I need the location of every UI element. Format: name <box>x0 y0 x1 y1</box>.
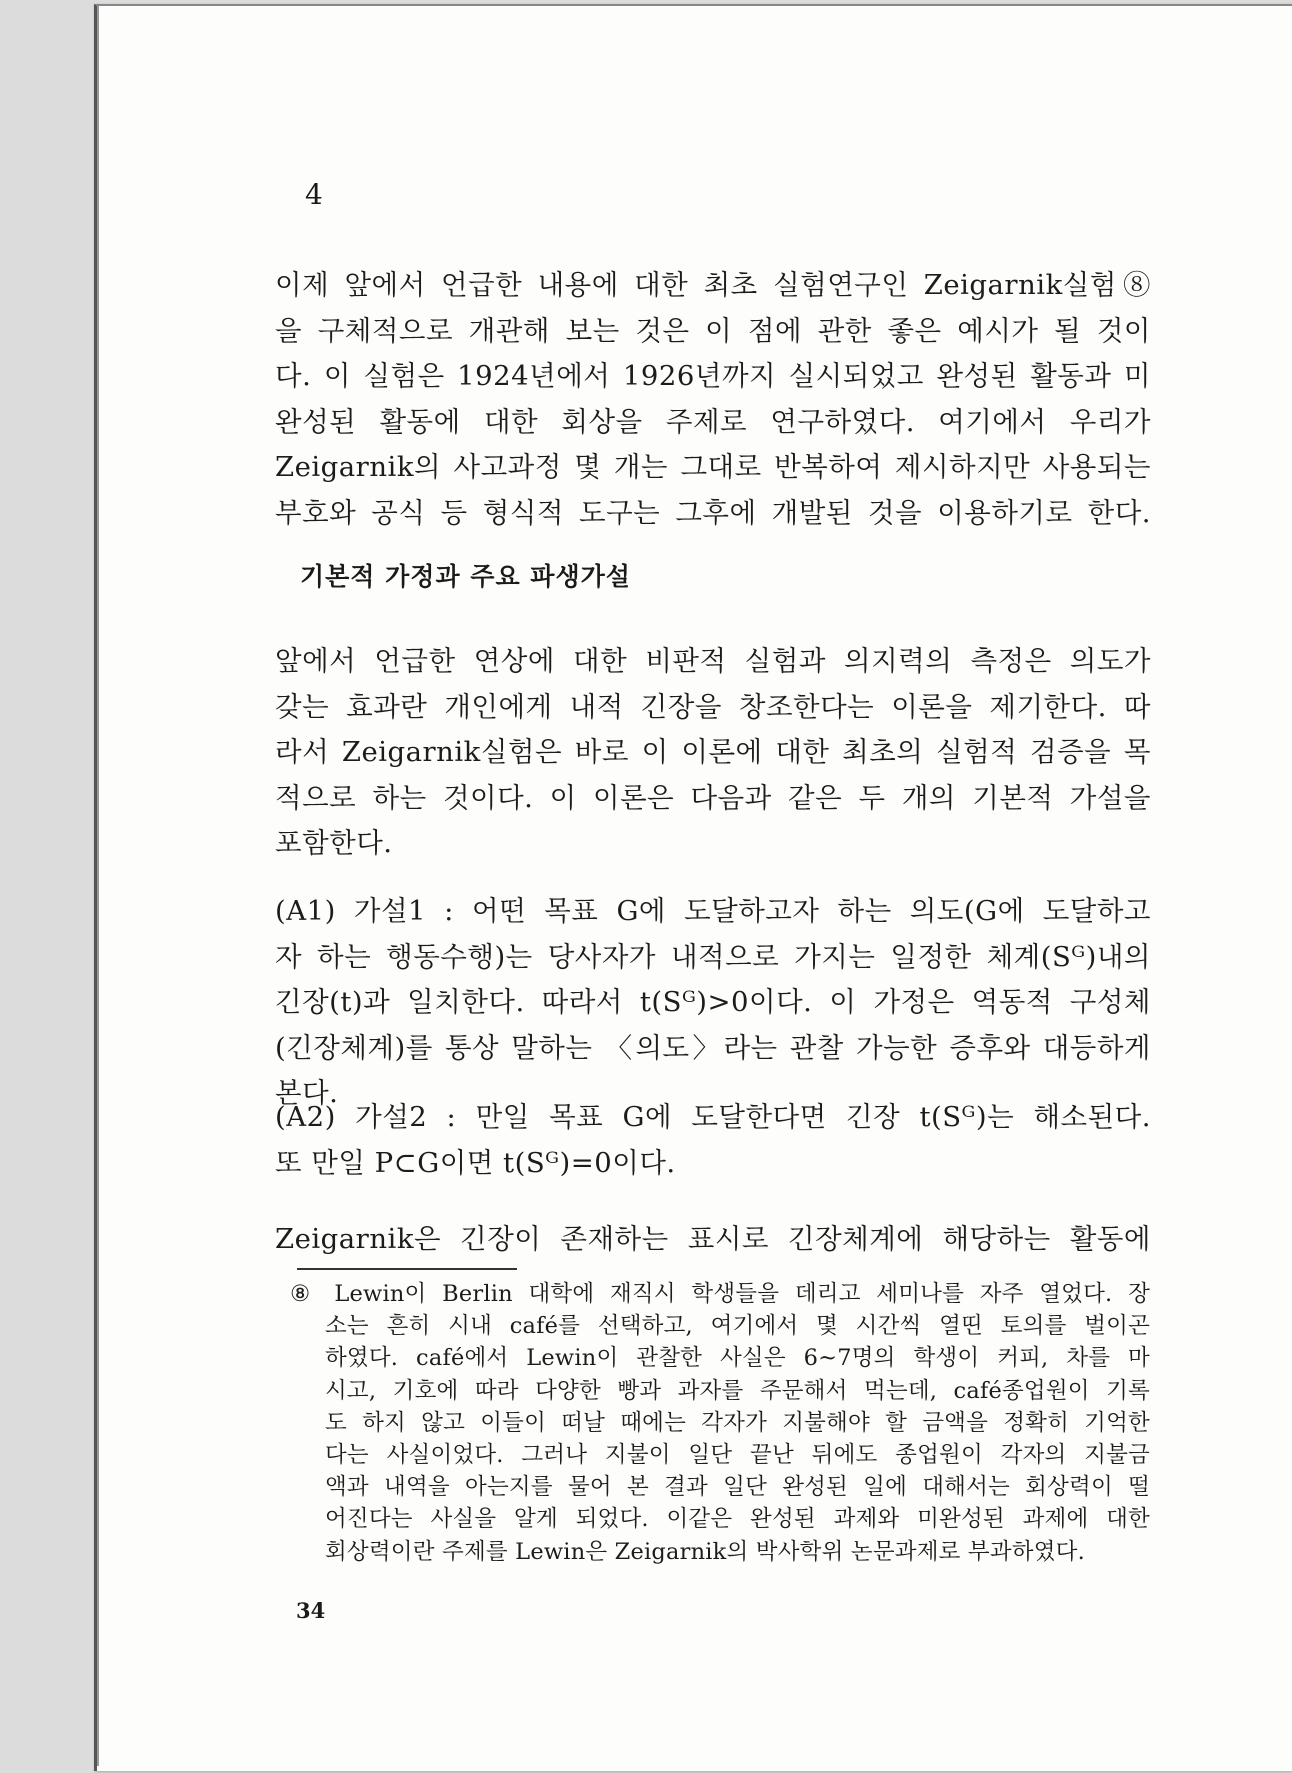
text-line: 부호와 공식 등 형식적 도구는 그후에 개발된 것을 이용하기로 한다. <box>275 496 1151 529</box>
text-line: 갖는 효과란 개인에게 내적 긴장을 창조한다는 이론을 제기한다. 따 <box>275 690 1151 723</box>
text-line: Zeigarnik의 사고과정 몇 개는 그대로 반복하여 제시하지만 사용되는 <box>275 451 1151 484</box>
footnote-line: 회상력이란 주제를 Lewin은 Zeigarnik의 박사학위 논문과제로 부과하였다. <box>325 1538 1085 1565</box>
text-line: (A2) 가설2 : 만일 목표 G에 도달한다면 긴장 t(Sᴳ)는 해소된다. <box>275 1101 1151 1133</box>
text-line: 적으로 하는 것이다. 이 이론은 다음과 같은 두 개의 기본적 가설을 <box>275 781 1151 814</box>
footnote-line: 도 하지 않고 이들이 떠날 때에는 각자가 지불해야 할 금액을 정확히 기억한 <box>325 1409 1150 1436</box>
text-line: 긴장(t)과 일치한다. 따라서 t(Sᴳ)>0이다. 이 가정은 역동적 구성체 <box>275 986 1151 1019</box>
footnote-line: 소는 흔히 시내 café를 선택하고, 여기에서 몇 시간씩 열띤 토의를 벌이곤 <box>325 1313 1150 1340</box>
paragraph-2 <box>275 639 1151 867</box>
footnote-line: 시고, 기호에 따라 다양한 빵과 과자를 주문해서 먹는데, café종업원이 기록 <box>325 1377 1150 1404</box>
footnote-line: 액과 내역을 아는지를 물어 본 결과 일단 완성된 일에 대해서는 회상력이 떨 <box>325 1474 1150 1501</box>
text-line: 완성된 활동에 대한 회상을 주제로 연구하였다. 여기에서 우리가 <box>275 405 1151 438</box>
intro-paragraph <box>275 263 1151 537</box>
text-line: 라서 Zeigarnik실험은 바로 이 이론에 대한 최초의 실험적 검증을 목 <box>275 736 1151 769</box>
text-line: 을 구체적으로 개관해 보는 것은 이 점에 관한 좋은 예시가 될 것이 <box>275 314 1151 347</box>
text-line: Zeigarnik은 긴장이 존재하는 표시로 긴장체계에 해당하는 활동에 <box>275 1223 1151 1255</box>
text-line: 자 하는 행동수행)는 당사자가 내적으로 가지는 일정한 체계(Sᴳ)내의 <box>275 940 1151 973</box>
footnote-line: ⑧ Lewin이 Berlin 대학에 재직시 학생들을 데리고 세미나를 자주 열었다. 장 <box>290 1281 1150 1307</box>
hypothesis-a2 <box>275 1095 1151 1186</box>
text-line: 다. 이 실험은 1924년에서 1926년까지 실시되었고 완성된 활동과 미 <box>275 360 1151 393</box>
footnote-line: 하였다. café에서 Lewin이 관찰한 사실은 6~7명의 학생이 커피, 차를 마 <box>325 1345 1150 1372</box>
page-number: 34 <box>296 1598 326 1623</box>
text-line: 본다. <box>275 1077 339 1110</box>
section-heading: 기본적 가정과 주요 파생가설 <box>300 562 631 591</box>
page-edge <box>97 6 99 1766</box>
footnote-rule <box>297 1268 517 1270</box>
chapter-number: 4 <box>305 178 323 211</box>
footnote-line: 다는 사실이었다. 그러나 지불이 일단 끝난 뒤에도 종업원이 각자의 지불금 <box>325 1442 1150 1469</box>
hypothesis-a1 <box>275 889 1151 1117</box>
text-line: 또 만일 P⊂G이면 t(Sᴳ)=0이다. <box>275 1146 676 1179</box>
footnote <box>290 1278 1150 1568</box>
text-line: 포함한다. <box>275 827 393 860</box>
text-line: (긴장체계)를 통상 말하는 〈의도〉라는 관찰 가능한 증후와 대등하게 <box>275 1031 1151 1064</box>
text-line: 이제 앞에서 언급한 내용에 대한 최초 실험연구인 Zeigarnik실험⑧ <box>275 269 1151 301</box>
paragraph-last <box>275 1217 1151 1263</box>
text-line: (A1) 가설1 : 어떤 목표 G에 도달하고자 하는 의도(G에 도달하고 <box>275 895 1151 927</box>
footnote-line: 어진다는 사실을 알게 되었다. 이같은 완성된 과제와 미완성된 과제에 대한 <box>325 1506 1150 1533</box>
text-line: 앞에서 언급한 연상에 대한 비판적 실험과 의지력의 측정은 의도가 <box>275 645 1151 677</box>
